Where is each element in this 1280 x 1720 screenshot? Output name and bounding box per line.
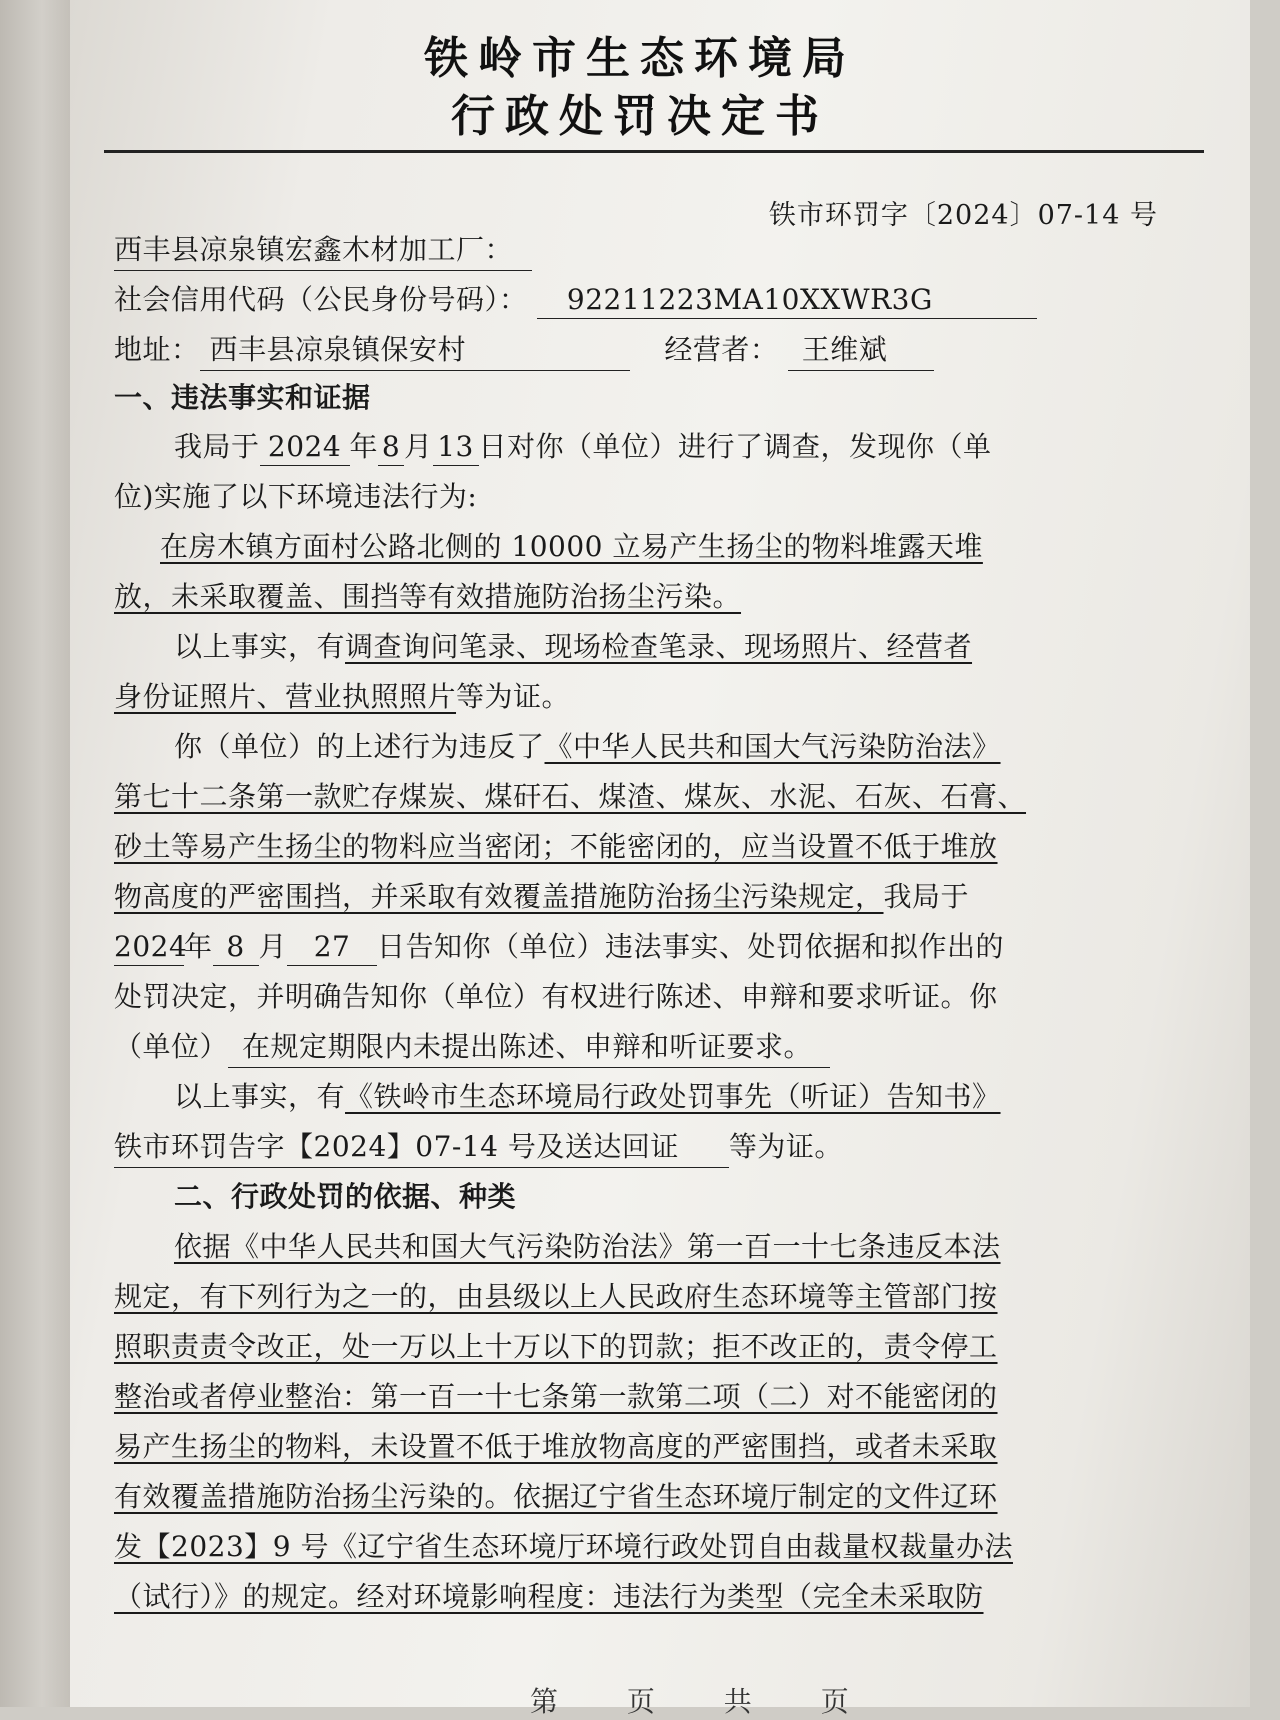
violated-law-line: 你（单位）的上述行为违反了《中华人民共和国大气污染防治法》 bbox=[174, 730, 1001, 763]
party-name-line bbox=[114, 228, 532, 271]
hearing-result: 在规定期限内未提出陈述、申辩和听证要求。 bbox=[228, 1025, 830, 1068]
header-rule bbox=[104, 150, 1204, 153]
address-value: 西丰县凉泉镇保安村 bbox=[200, 328, 630, 371]
investigation-month: 8 bbox=[378, 430, 404, 466]
investigation-line-2: 位)实施了以下环境违法行为: bbox=[114, 480, 478, 513]
party-name: 西丰县凉泉镇宏鑫木材加工厂： bbox=[114, 228, 532, 271]
evidence2-line-2: 铁市环罚告字【2024】07-14 号及送达回证 等为证。 bbox=[114, 1125, 843, 1168]
basis-line-6: 有效覆盖措施防治扬尘污染的。依据辽宁省生态环境厅制定的文件辽环 bbox=[114, 1480, 998, 1513]
violation-fact-line-1: 在房木镇方面村公路北侧的 10000 立易产生扬尘的物料堆露天堆 bbox=[160, 530, 983, 563]
page-footer: 第 页 共 页 bbox=[530, 1685, 879, 1718]
operator-label: 经营者： bbox=[664, 333, 779, 366]
notice-month: 8 bbox=[213, 930, 259, 966]
evidence-line-1: 以上事实，有调查询问笔录、现场检查笔录、现场照片、经营者 bbox=[174, 630, 973, 663]
section2-heading: 二、行政处罚的依据、种类 bbox=[174, 1180, 517, 1213]
investigation-year: 2024 bbox=[260, 430, 350, 466]
violated-article-line-2: 第七十二条第一款贮存煤炭、煤矸石、煤渣、煤灰、水泥、石灰、石膏、 bbox=[114, 780, 1027, 813]
violation-fact-line-2: 放，未采取覆盖、围挡等有效措施防治扬尘污染。 bbox=[114, 580, 742, 613]
notice-line-3: （单位） 在规定期限内未提出陈述、申辩和听证要求。 bbox=[114, 1025, 830, 1068]
agency-title: 铁岭市生态环境局 bbox=[424, 33, 856, 84]
document-number: 铁市环罚字〔2024〕07-14 号 bbox=[768, 200, 1158, 231]
notice-year: 2024 bbox=[114, 930, 184, 966]
document-title: 行政处罚决定书 bbox=[451, 91, 829, 142]
basis-line-4: 整治或者停业整治：第一百一十七条第一款第二项（二）对不能密闭的 bbox=[114, 1380, 998, 1413]
section1-heading: 一、违法事实和证据 bbox=[114, 381, 371, 414]
operator-value: 王维斌 bbox=[788, 328, 934, 371]
notice-day: 27 bbox=[287, 930, 377, 966]
notice-date-line: 2024年 8 月 27 日告知你（单位）违法事实、处罚依据和拟作出的 bbox=[114, 925, 1004, 966]
investigation-line: 我局于 2024 年 8 月 13 日对你（单位）进行了调查，发现你（单 bbox=[174, 425, 992, 466]
evidence2-line-1: 以上事实，有《铁岭市生态环境局行政处罚事先（听证）告知书》 bbox=[174, 1080, 1001, 1113]
basis-line-3: 照职责责令改正，处一万以上十万以下的罚款；拒不改正的，责令停工 bbox=[114, 1330, 998, 1363]
credit-code-line bbox=[114, 278, 1037, 319]
violated-article-line-3: 砂土等易产生扬尘的物料应当密闭；不能密闭的，应当设置不低于堆放 bbox=[114, 830, 998, 863]
basis-line-8: （试行）》的规定。经对环境影响程度：违法行为类型（完全未采取防 bbox=[114, 1580, 984, 1613]
credit-code-label: 社会信用代码（公民身份号码）： bbox=[114, 283, 528, 316]
investigation-day: 13 bbox=[433, 430, 479, 466]
evidence-line-2: 身份证照片、营业执照照片等为证。 bbox=[114, 680, 571, 713]
basis-line-2: 规定，有下列行为之一的，由县级以上人民政府生态环境等主管部门按 bbox=[114, 1280, 998, 1313]
address-line bbox=[114, 328, 934, 371]
basis-line-5: 易产生扬尘的物料，未设置不低于堆放物高度的严密围挡，或者未采取 bbox=[114, 1430, 998, 1463]
address-label: 地址： bbox=[114, 333, 200, 366]
violated-article-line-4: 物高度的严密围挡，并采取有效覆盖措施防治扬尘污染规定，我局于 bbox=[114, 880, 970, 913]
credit-code-value: 92211223MA10XXWR3G bbox=[537, 283, 1037, 319]
document-page bbox=[70, 0, 1250, 1718]
background-page-edge bbox=[0, 0, 70, 1707]
basis-line-1: 依据《中华人民共和国大气污染防治法》第一百一十七条违反本法 bbox=[174, 1230, 1001, 1263]
notice-line-2: 处罚决定，并明确告知你（单位）有权进行陈述、申辩和要求听证。你 bbox=[114, 980, 998, 1013]
basis-line-7: 发【2023】9 号《辽宁省生态环境厅环境行政处罚自由裁量权裁量办法 bbox=[114, 1530, 1013, 1563]
